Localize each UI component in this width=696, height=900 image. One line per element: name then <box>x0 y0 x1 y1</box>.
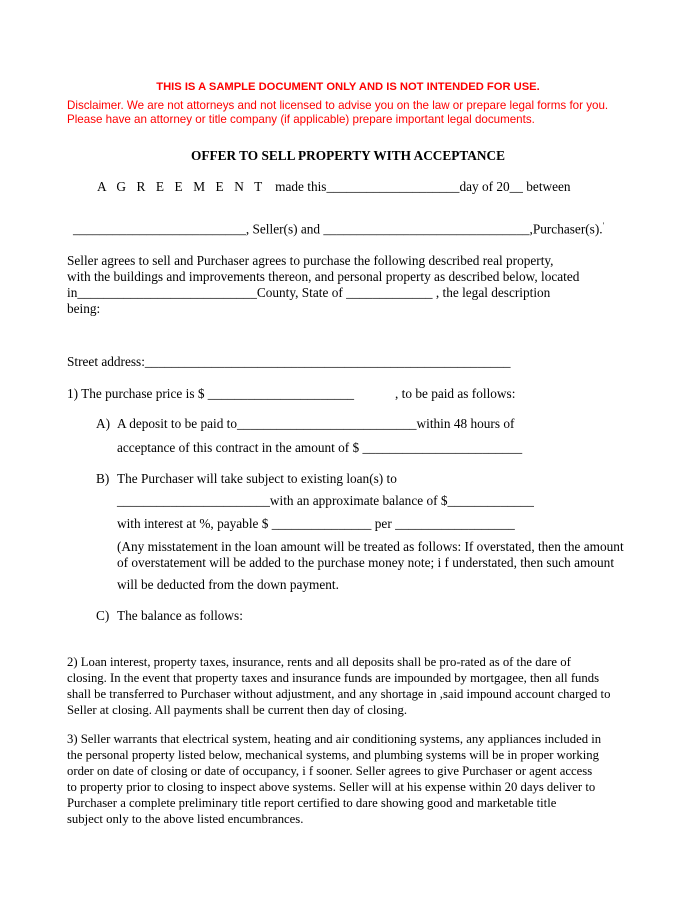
property-line: in___________________________County, State of _____________ , the legal description <box>67 285 551 300</box>
section-3-paragraph <box>67 731 637 827</box>
parties-text: __________________________, Seller(s) and _______________________________,Purchaser(s). <box>73 221 603 237</box>
item-a-line-1: A deposit to be paid to___________________________within 48 hours of <box>117 416 515 431</box>
agreement-line <box>97 179 571 195</box>
agreement-word: A G R E E M E N T <box>97 179 266 194</box>
item-c-text: The balance as follows: <box>117 608 243 623</box>
property-line: Seller agrees to sell and Purchaser agrees to purchase the following described real property, <box>67 253 554 268</box>
section-3-line: the personal property listed below, mechanical systems, and plumbing systems will be in proper working <box>67 748 599 762</box>
property-paragraph <box>67 253 637 317</box>
item-b-line-4: (Any misstatement in the loan amount will be treated as follows: If overstated, then the amount <box>117 539 624 554</box>
section-2-line: Seller at closing. All payments shall be current then day of closing. <box>67 703 408 717</box>
section-2-line: closing. In the event that property taxes and insurance funds are impounded by mortgagee, then all funds <box>67 671 600 685</box>
section-2-line: 2) Loan interest, property taxes, insurance, rents and all deposits shall be pro-rated as of the dare of <box>67 655 571 669</box>
property-line: being: <box>67 301 101 316</box>
document-title: OFFER TO SELL PROPERTY WITH ACCEPTANCE <box>191 148 505 163</box>
item-b-line-2: _______________________with an approximate balance of $_____________ <box>117 493 534 508</box>
parties-line <box>73 221 604 237</box>
purchase-price-line: 1) The purchase price is $ ______________________ <box>67 386 355 401</box>
section-3-line: to property prior to closing to inspect above systems. Seller will at his expense within 20 days deliver to <box>67 780 596 794</box>
section-2-paragraph <box>67 654 637 718</box>
item-a-label: A) <box>96 416 111 431</box>
item-c-label: C) <box>96 608 110 623</box>
street-address-line: Street address:_______________________________________________________ <box>67 354 511 369</box>
item-b-label: B) <box>96 471 110 486</box>
section-2-line: shall be transferred to Purchaser without adjustment, and any shortage in ,said impound account charged to <box>67 687 611 701</box>
section-3-line: order on date of closing or date of occupancy, i f sooner. Seller agrees to give Purchaser or agent access <box>67 764 593 778</box>
disclaimer-line-1: Disclaimer. We are not attorneys and not licensed to advise you on the law or prepare legal forms for you. <box>67 99 609 112</box>
agreement-date-blanks: made this____________________day of 20__ between <box>275 179 571 194</box>
purchase-price-terms: , to be paid as follows: <box>395 386 516 401</box>
parties-mark: ' <box>602 221 605 230</box>
item-b-line-1: The Purchaser will take subject to existing loan(s) to <box>117 471 397 486</box>
section-3-line: subject only to the above listed encumbrances. <box>67 812 304 826</box>
sample-notice: THIS IS A SAMPLE DOCUMENT ONLY AND IS NOT INTENDED FOR USE. <box>156 81 540 93</box>
item-b-line-5: of overstatement will be added to the purchase money note; i f understated, then such amount <box>117 555 615 570</box>
item-b-line-6: will be deducted from the down payment. <box>117 577 339 592</box>
section-3-line: 3) Seller warrants that electrical system, heating and air conditioning systems, any appliances included in <box>67 732 602 746</box>
disclaimer-line-2: Please have an attorney or title company (if applicable) prepare important legal documents. <box>67 113 535 126</box>
item-b-line-3: with interest at %, payable $ _______________ per __________________ <box>117 516 515 531</box>
section-3-line: Purchaser a complete preliminary title report certified to dare showing good and marketable title <box>67 796 557 810</box>
item-a-line-2: acceptance of this contract in the amount of $ ________________________ <box>117 440 523 455</box>
property-line: with the buildings and improvements thereon, and personal property as described below, located <box>67 269 580 284</box>
